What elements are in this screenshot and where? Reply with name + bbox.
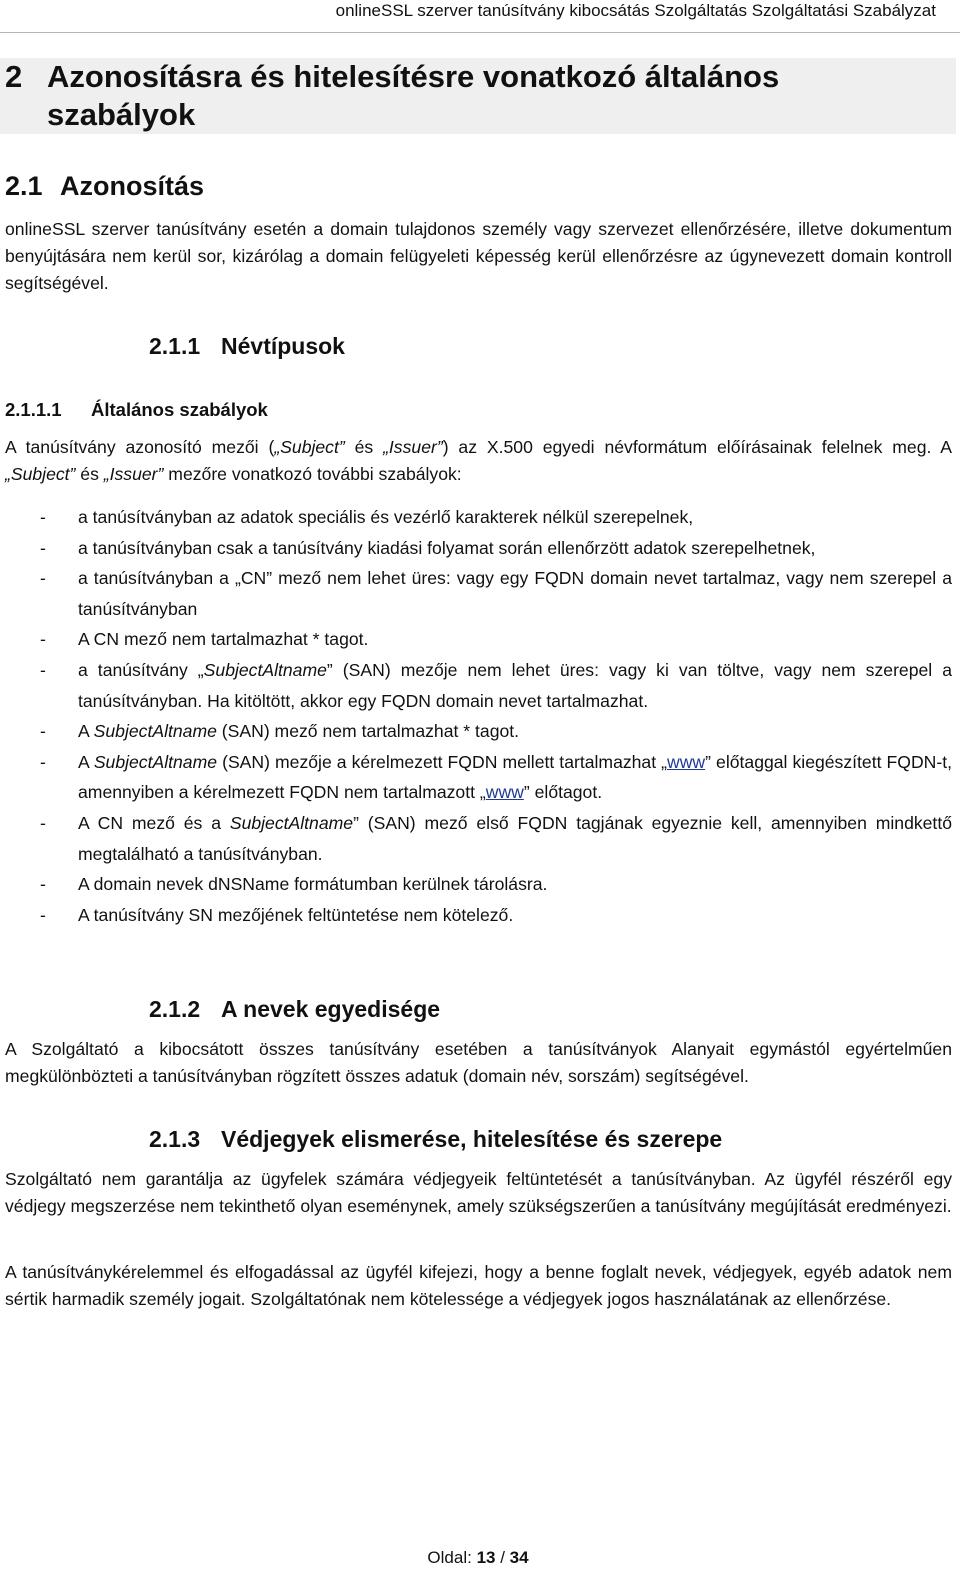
section-title: A nevek egyedisége xyxy=(221,996,441,1022)
total-pages: 34 xyxy=(509,1548,529,1567)
rule-text: ” (SAN) mező első FQDN tagjának egyeznie kell, amennyiben mindkettő megtalálható a tanúsítványban. xyxy=(78,812,952,864)
section-number: 2.1.2 xyxy=(149,996,201,1022)
rule-text: A domain nevek dNSName formátumban kerülnek tárolásra. xyxy=(78,874,548,895)
rule-text: A CN mező és a xyxy=(78,812,230,833)
section-number: 2.1 xyxy=(5,171,43,201)
chapter-title: Azonosításra és hitelesítésre vonatkozó általános szabályok xyxy=(47,59,780,132)
section-number: 2.1.1 xyxy=(149,333,201,359)
intro-text: és xyxy=(344,437,384,457)
rule-text: A CN mező nem tartalmazhat * tagot. xyxy=(78,629,369,650)
chapter-number: 2 xyxy=(5,59,23,94)
section-heading-2-1-3 xyxy=(149,1124,722,1154)
subjectaltname-term: SubjectAltname xyxy=(203,659,327,680)
dash-bullet: - xyxy=(40,812,46,833)
section-heading-2-1-1-1 xyxy=(5,397,268,423)
intro-text: A tanúsítvány azonosító mezői ( xyxy=(5,437,275,457)
subjectaltname-term: SubjectAltname xyxy=(93,751,218,772)
section-heading-2-1 xyxy=(0,168,204,204)
rules-intro-paragraph xyxy=(5,434,952,488)
dash-bullet: - xyxy=(40,904,46,925)
section-title: Általános szabályok xyxy=(91,399,268,420)
list-item xyxy=(0,869,952,900)
list-item xyxy=(0,624,952,655)
rule-text: ” (SAN) mezője nem lehet üres: vagy ki van töltve, vagy nem szerepel a tanúsítványban. Ha kitöltött, akkor egy FQDN domain nevet tartalmazhat. xyxy=(78,659,952,711)
section-heading-2-1-2 xyxy=(149,994,440,1024)
issuer-term: „Issuer” xyxy=(383,437,443,457)
rule-text: A tanúsítvány SN mezőjének feltüntetése nem kötelező. xyxy=(78,904,514,925)
section-title: Védjegyek elismerése, hitelesítése és szerepe xyxy=(221,1126,723,1152)
list-item xyxy=(0,563,952,624)
section-2-1-3-paragraph-1: Szolgáltató nem garantálja az ügyfelek számára védjegyeik feltüntetését a tanúsítványban. Az ügyfél részéről egy védjegy megszerzése nem tekinthető olyan eseménynek, amely szükségszerűen a tanúsítvány megújítását eredményezi. xyxy=(5,1169,952,1216)
list-item xyxy=(0,533,952,564)
dash-bullet: - xyxy=(40,721,46,742)
rule-text: (SAN) mező nem tartalmazhat * tagot. xyxy=(216,721,520,742)
list-item xyxy=(0,655,952,716)
rule-text: a tanúsítvány „ xyxy=(78,659,204,680)
list-item xyxy=(0,900,952,931)
www-link[interactable]: www xyxy=(485,782,524,803)
running-header: onlineSSL szerver tanúsítvány kibocsátás Szolgáltatás Szolgáltatási Szabályzat xyxy=(335,1,936,20)
rule-text: A xyxy=(78,751,94,772)
list-item xyxy=(0,716,952,747)
rule-text: (SAN) mezője a kérelmezett FQDN mellett tartalmazhat „ xyxy=(217,751,668,772)
dash-bullet: - xyxy=(40,659,46,680)
section-title: Névtípusok xyxy=(221,333,345,359)
section-2-1-2-paragraph: A Szolgáltató a kibocsátott összes tanúsítvány esetében a tanúsítványok Alanyait egymástól egyértelműen megkülönbözteti a tanúsítványban rögzített összes adatuk (domain név, sorszám) segítségével. xyxy=(5,1039,952,1086)
list-item xyxy=(0,502,952,533)
section-heading-2-1-1 xyxy=(149,331,345,361)
list-item xyxy=(0,747,952,808)
page-separator: / xyxy=(495,1548,510,1567)
dash-bullet: - xyxy=(40,874,46,895)
intro-text: és xyxy=(75,464,104,484)
chapter-heading xyxy=(0,58,956,134)
subjectaltname-term: SubjectAltname xyxy=(229,812,354,833)
rule-text: A xyxy=(78,721,94,742)
rule-text: a tanúsítványban a „CN” mező nem lehet üres: vagy egy FQDN domain nevet tartalmaz, vagy nem szerepel a tanúsítványban xyxy=(78,568,952,619)
dash-bullet: - xyxy=(40,537,46,558)
section-2-1-paragraph: onlineSSL szerver tanúsítvány esetén a domain tulajdonos személy vagy szervezet ellenőrzésére, illetve dokumentum benyújtására nem kerül sor, kizárólag a domain felügyeleti képesség kerül ellenőrzésre az úgynevezett domain kontroll segítségével. xyxy=(5,219,952,293)
dash-bullet: - xyxy=(40,507,46,527)
section-2-1-3-paragraph-2: A tanúsítványkérelemmel és elfogadással az ügyfél kifejezi, hogy a benne foglalt nevek, védjegyek, egyéb adatok nem sértik harmadik személy jogait. Szolgáltatónak nem kötelessége a védjegyek jogos használatának az ellenőrzése. xyxy=(5,1262,952,1309)
rule-text: ” előtagot. xyxy=(523,782,603,803)
header-divider xyxy=(0,32,960,33)
page-footer xyxy=(0,1546,956,1570)
issuer-term: „Issuer” xyxy=(103,464,164,484)
intro-text: ) az X.500 egyedi névformátum előírásainak felelnek meg. A xyxy=(442,437,952,457)
rule-text: ” előtaggal kiegészített FQDN-t, amennyiben a kérelmezett FQDN nem tartalmazott „ xyxy=(78,751,952,803)
dash-bullet: - xyxy=(40,629,46,650)
list-item xyxy=(0,808,952,869)
www-link[interactable]: www xyxy=(667,751,706,772)
current-page: 13 xyxy=(476,1548,496,1567)
subject-term: „Subject” xyxy=(274,437,345,457)
dash-bullet: - xyxy=(40,751,46,772)
rule-text: a tanúsítványban csak a tanúsítvány kiadási folyamat során ellenőrzött adatok szerepelhetnek, xyxy=(78,537,816,558)
intro-text: mezőre vonatkozó további szabályok: xyxy=(163,464,462,484)
subject-term: „Subject” xyxy=(5,464,76,484)
subjectaltname-term: SubjectAltname xyxy=(93,721,217,742)
page-label: Oldal: xyxy=(427,1548,477,1567)
rules-list xyxy=(0,502,952,930)
section-number: 2.1.1.1 xyxy=(5,399,62,420)
section-title: Azonosítás xyxy=(60,171,205,201)
rule-text: a tanúsítványban az adatok speciális és vezérlő karakterek nélkül szerepelnek, xyxy=(78,507,694,527)
section-number: 2.1.3 xyxy=(149,1126,201,1152)
dash-bullet: - xyxy=(40,568,46,589)
